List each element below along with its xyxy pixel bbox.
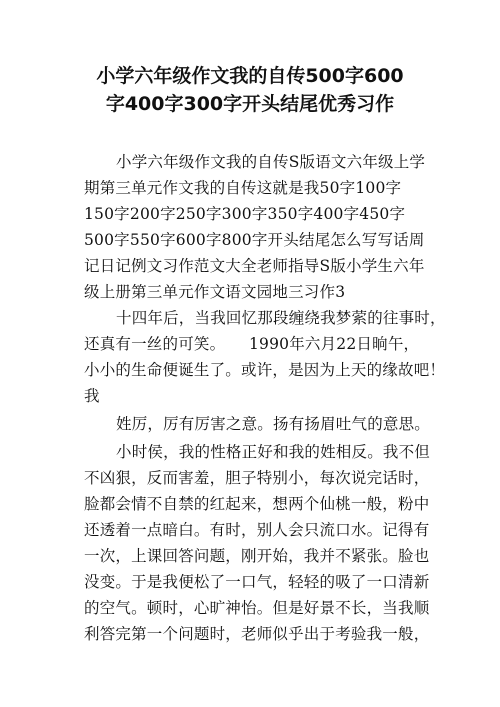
body-line: 级上册第三单元作文语文园地三习作3: [84, 283, 346, 301]
body-line: 不凶狠，反而害羞，胆子特别小，每次说完话时，: [84, 469, 430, 487]
body-line: 没变。于是我便松了一口气，轻轻的吸了一口清新: [84, 573, 430, 591]
body-line: 姓厉，厉有厉害之意。扬有扬眉吐气的意思。: [116, 415, 431, 433]
body-line: 还透着一点暗白。有时，别人会只流口水。记得有: [84, 521, 430, 539]
body-line: 150字200字250字300字350字400字450字: [84, 205, 406, 223]
body-line: 十四年后，当我回忆那段缠绕我梦萦的往事时，: [116, 309, 446, 327]
body-line: 小小的生命便诞生了。或许，是因为上天的缘故吧！: [84, 361, 446, 379]
document-title: [40, 62, 460, 118]
body-line: 还真有一丝的可笑。 1990年六月22日晌午，: [84, 335, 420, 353]
title-line-2: 字400字300字开头结尾优秀习作: [105, 93, 395, 115]
body-line: 记日记例文习作范文大全老师指导S版小学生六年: [84, 257, 425, 275]
body-line: 利答完第一个问题时，老师似乎出于考验我一般，: [84, 625, 430, 643]
body-line: 的空气。顿时，心旷神怡。但是好景不长，当我顺: [84, 599, 430, 617]
body-line: 一次，上课回答问题，刚开始，我并不紧张。脸也: [84, 547, 430, 565]
body-line: 我: [84, 387, 100, 405]
body-line: 小时侯，我的性格正好和我的姓相反。我不但: [116, 443, 431, 461]
body-line: 脸都会情不自禁的红起来，想两个仙桃一般，粉中: [84, 495, 430, 513]
body-line: 小学六年级作文我的自传S版语文六年级上学: [116, 153, 426, 171]
body-line: 500字550字600字800字开头结尾怎么写写话周: [84, 231, 425, 249]
title-line-1: 小学六年级作文我的自传500字600: [96, 65, 404, 87]
body-line: 期第三单元作文我的自传这就是我50字100字: [84, 179, 402, 197]
